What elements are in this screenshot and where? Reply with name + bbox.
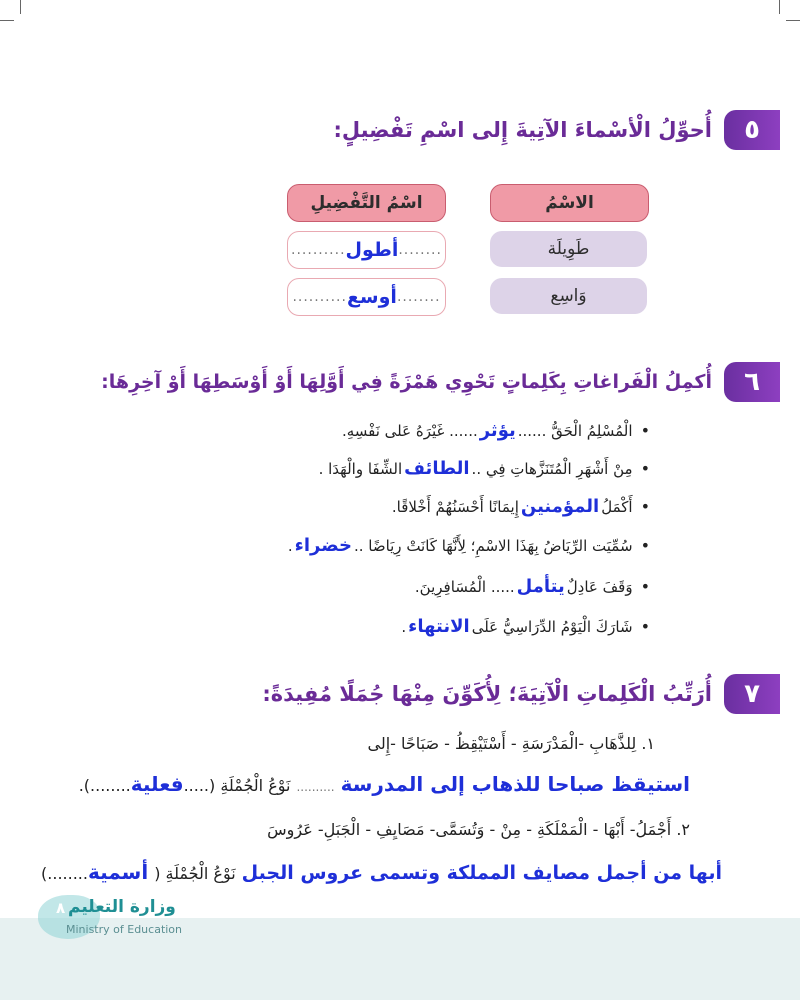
list-item: • الْمُسْلِمُ الْحَقُّ ...... يؤثر ...... غَيْرَهُ عَلى نَفْسِهِ. [341, 420, 650, 441]
list-item: • شَارَكَ الْيَوْمُ الدِّرَاسِيُّ عَلَى الانتهاء . [401, 616, 650, 637]
section-7-header [262, 672, 780, 716]
crop-mark [786, 20, 800, 21]
list-item: • وَقَفَ عَادِلٌ يتأمل ..... الْمُسَافِرِينَ. [414, 576, 650, 597]
section-number-badge: ٧ [724, 674, 780, 714]
section-title: أُرَتِّبُ الْكَلِماتِ الْآتِيَةَ؛ لِأُكَوِّنَ مِنْهَا جُمَلًا مُفِيدَةً: [262, 682, 712, 706]
bullet-icon: • [640, 421, 650, 440]
section-5-header [333, 108, 780, 152]
handwritten-answer[interactable]: يؤثر [479, 420, 516, 441]
crop-mark [20, 0, 21, 14]
crop-mark [779, 0, 780, 14]
handwritten-answer[interactable]: يتأمل [516, 576, 565, 597]
list-item: • مِنْ أَشْهَرِ الْمُتَنَزَّهاتِ فِي .. الطائف الشِّفَا والْهَدَا . [318, 458, 650, 479]
handwritten-answer[interactable]: استيقظ صباحا للذهاب إلى المدرسة [340, 772, 690, 796]
bullet-icon: • [640, 497, 650, 516]
section-number-badge: ٦ [724, 362, 780, 402]
sentence-type-answer[interactable]: فعلية [130, 772, 184, 796]
section-6-header [101, 360, 780, 404]
handwritten-answer: أطول [345, 239, 399, 261]
answer-cell[interactable]: ........ أطول .......... [287, 231, 446, 269]
handwritten-answer[interactable]: خضراء [294, 535, 352, 556]
handwritten-answer[interactable]: الانتهاء [408, 616, 470, 637]
table-header-noun: الاسْمُ [490, 184, 649, 222]
handwritten-answer[interactable]: الطائف [404, 458, 470, 479]
ministry-logo: ٨ وزارة التعليم Ministry of Education [28, 895, 198, 945]
list-item: • أَكْمَلُ المؤمنين إِيمَانًا أَحْسَنُهُمْ أَخْلاقًا. [391, 496, 650, 517]
crop-mark [0, 20, 14, 21]
bullet-icon: • [640, 536, 650, 555]
sentence-type-answer[interactable]: أسمية [87, 860, 149, 884]
section-title: أُحوِّلُ الْأسْماءَ الآتِيةَ إِلى اسْمِ تَفْضِيلٍ: [333, 118, 712, 142]
bullet-icon: • [640, 459, 650, 478]
noun-cell: طَوِيلَة [490, 231, 647, 267]
list-item: • سُمِّيَت الرِّيَاضُ بِهَذَا الاسْمِ؛ لِأَنَّهَا كَانَتْ رِيَاضًا .. خضراء . [287, 535, 650, 556]
answer-cell[interactable]: ........ أوسع .......... [287, 278, 446, 316]
handwritten-answer: أوسع [346, 286, 397, 308]
bullet-icon: • [640, 617, 650, 636]
question-2-answer-line: أبها من أجمل مصايف المملكة وتسمى عروس الجبل نَوْعُ الْجُمْلَةِ ( أسمية ........) [41, 860, 722, 884]
handwritten-answer[interactable]: أبها من أجمل مصايف المملكة وتسمى عروس الجبل [241, 862, 722, 884]
question-2-words: ٢. أَجْمَلُ- أَبْهَا - الْمَمْلَكَةِ - مِنْ - وَتُسَمَّى- مَصَايِفِ - الْجَبَلِ- عَرُوسَ [267, 820, 690, 839]
question-1-answer-line: استيقظ صباحا للذهاب إلى المدرسة .......... نَوْعُ الْجُمْلَةِ (..... فعلية ........). [78, 772, 690, 796]
handwritten-answer[interactable]: المؤمنين [520, 496, 600, 517]
section-number-badge: ٥ [724, 110, 780, 150]
question-1-words: ١. لِلذَّهَابِ -الْمَدْرَسَةِ - أَسْتَيْقِظُ - صَبَاحًا -إِلى [367, 734, 655, 753]
bullet-icon: • [640, 577, 650, 596]
noun-cell: وَاسِع [490, 278, 647, 314]
page-number: ٨ [56, 899, 66, 917]
table-header-superlative: اسْمُ التَّفْضِيلِ [287, 184, 446, 222]
section-title: أُكمِلُ الْفَراغاتِ بِكَلِماتٍ تَحْوِي هَمْزَةً فِي أَوَّلِهَا أَوْ أَوْسَطِهَا أَوْ آخِرِهَا: [101, 371, 712, 393]
